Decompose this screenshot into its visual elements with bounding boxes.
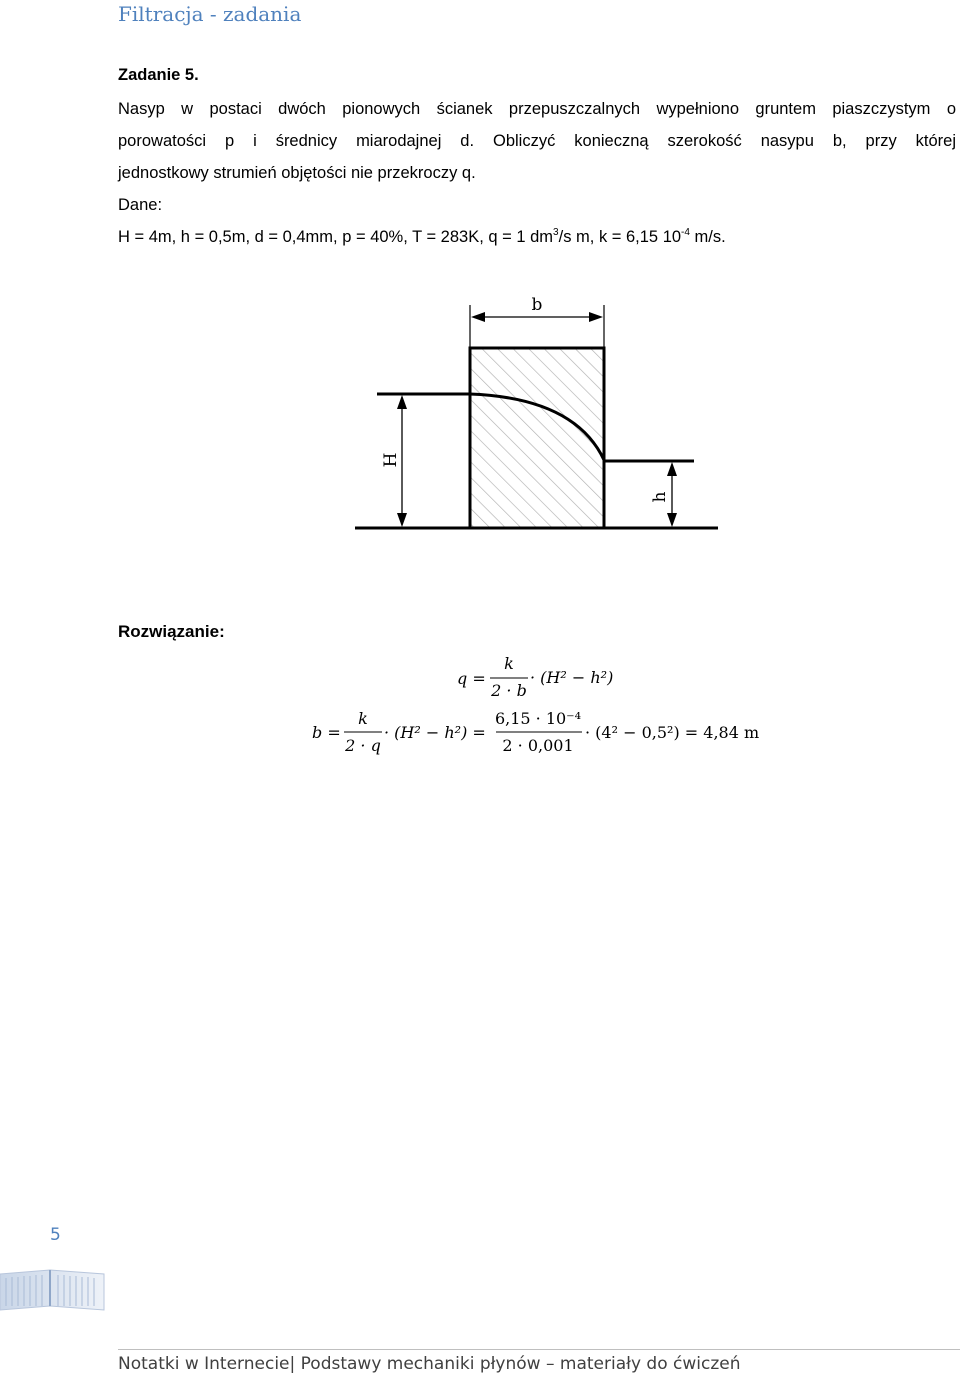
formula-q-numerator: k	[504, 654, 514, 673]
formula-b-numerator-2: 6,15 · 10⁻⁴	[494, 709, 582, 728]
book-logo-icon	[0, 1266, 110, 1316]
given-label: Dane:	[118, 196, 163, 214]
formula-q	[450, 652, 650, 704]
label-H: H	[381, 452, 401, 468]
solution-title: Rozwiązanie:	[118, 622, 225, 641]
label-h: h	[650, 491, 670, 503]
footer-divider	[118, 1349, 960, 1350]
formula-b-middle: · (H² − h²) =	[384, 723, 486, 742]
page-number: 5	[50, 1225, 61, 1245]
footer-text: Notatki w Internecie| Podstawy mechaniki płynów – materiały do ćwiczeń	[118, 1354, 741, 1374]
formula-b-result: · (4² − 0,5²) = 4,84 m	[585, 723, 760, 742]
formula-b	[306, 706, 786, 762]
formula-b-numerator-1: k	[358, 709, 368, 728]
embankment-diagram	[340, 285, 730, 545]
formula-q-rest: · (H² − h²)	[530, 668, 614, 687]
task-text-line-2: porowatości p i średnicy miarodajnej d. Obliczyć konieczną szerokość nasypu b, przy której	[118, 132, 956, 150]
task-title: Zadanie 5.	[118, 66, 199, 84]
given-values: H = 4m, h = 0,5m, d = 0,4mm, p = 40%, T = 283K, q = 1 $dm^3/s$ m, k = 6,15 $10^{-4}$ m/s.	[118, 227, 726, 246]
task-text-line-3: jednostkowy strumień objętości nie przekroczy q.	[118, 164, 476, 182]
formula-q-denominator: 2 · b	[491, 681, 527, 700]
formula-b-lhs: b =	[312, 723, 341, 742]
embankment-body	[470, 348, 604, 528]
formula-q-lhs: q =	[457, 669, 486, 688]
formula-b-denominator-1: 2 · q	[345, 736, 381, 755]
task-text-line-1: Nasyp w postaci dwóch pionowych ścianek przepuszczalnych wypełniono gruntem piaszczystym o	[118, 100, 956, 118]
label-b: b	[531, 295, 543, 315]
header-title: Filtracja - zadania	[118, 2, 302, 26]
formula-b-denominator-2: 2 · 0,001	[502, 736, 574, 755]
